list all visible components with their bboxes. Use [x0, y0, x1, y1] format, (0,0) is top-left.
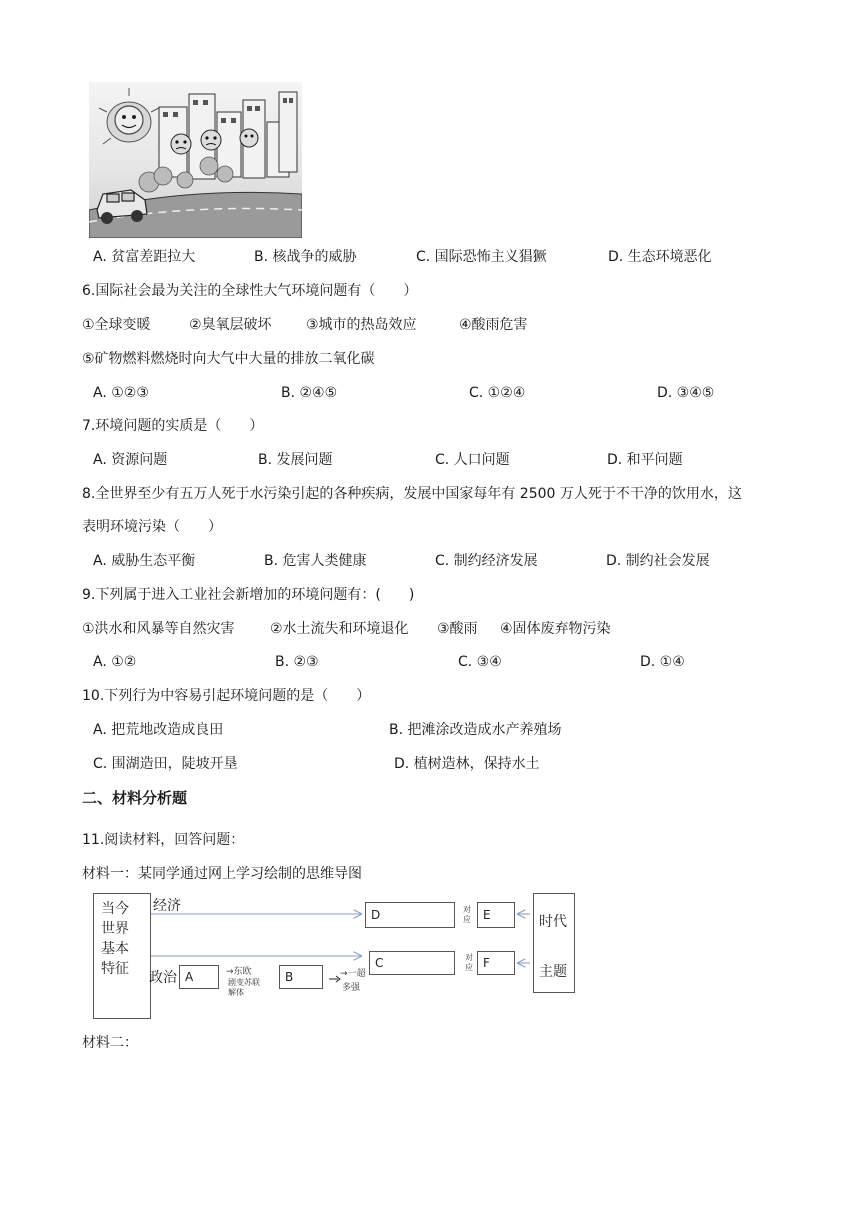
- q9-option-c[interactable]: C. ③④: [458, 654, 502, 670]
- mindmap-note-ab-2: 剧变苏联: [228, 978, 260, 987]
- q9-item-1: ①洪水和风暴等自然灾害: [82, 621, 235, 637]
- q10-option-c[interactable]: C. 围湖造田，陡坡开垦: [93, 756, 238, 772]
- q9-item-2: ②水土流失和环境退化: [270, 621, 409, 637]
- q6-option-a[interactable]: A. ①②③: [93, 385, 149, 401]
- mindmap-duiying-top-2: 应: [463, 915, 471, 924]
- q8-option-d[interactable]: D. 制约社会发展: [606, 553, 710, 569]
- mindmap-duiying-bot-2: 应: [465, 963, 473, 972]
- mindmap-root-line2: 世界: [101, 921, 129, 937]
- q7-option-c[interactable]: C. 人口问题: [435, 452, 510, 468]
- q6-stem: 6.国际社会最为关注的全球性大气环境问题有（ ）: [82, 283, 418, 299]
- mindmap-era-top: 时代: [539, 914, 567, 930]
- mindmap-note-bc-1: →一超: [340, 969, 366, 979]
- q7-stem: 7.环境问题的实质是（ ）: [82, 418, 264, 434]
- q11-material2: 材料二：: [82, 1035, 138, 1051]
- q9-item-4: ④固体废弃物污染: [500, 621, 611, 637]
- mindmap-f-label: F: [483, 956, 490, 970]
- q8-option-a[interactable]: A. 威胁生态平衡: [93, 553, 196, 569]
- mindmap-b-label: B: [285, 970, 294, 984]
- q10-option-d[interactable]: D. 植树造林，保持水土: [394, 756, 540, 772]
- q5-option-a[interactable]: A. 贫富差距拉大: [93, 249, 196, 265]
- q5-option-b[interactable]: B. 核战争的威胁: [254, 249, 357, 265]
- q11-stem: 11.阅读材料，回答问题：: [82, 832, 245, 848]
- mindmap-politics-label: 政治: [149, 970, 177, 986]
- q6-item-3: ③城市的热岛效应: [306, 317, 417, 333]
- section-title: 二、材料分析题: [82, 789, 188, 807]
- q8-stem-line1: 8.全世界至少有五万人死于水污染引起的各种疾病，发展中国家每年有 2500 万人死于不干净的饮用水，这: [82, 486, 742, 502]
- q9-option-b[interactable]: B. ②③: [275, 654, 319, 670]
- pollution-cartoon-image: [89, 82, 302, 238]
- mindmap-duiying-bot-1: 对: [465, 953, 473, 962]
- q10-stem: 10.下列行为中容易引起环境问题的是（ ）: [82, 688, 371, 704]
- mindmap-duiying-top-1: 对: [463, 905, 471, 914]
- q10-option-b[interactable]: B. 把滩涂改造成水产养殖场: [389, 722, 562, 738]
- q7-option-d[interactable]: D. 和平问题: [607, 452, 683, 468]
- q9-option-a[interactable]: A. ①②: [93, 654, 137, 670]
- q6-item-2: ②臭氧层破坏: [189, 317, 272, 333]
- mindmap-root-line1: 当今: [101, 901, 129, 917]
- q8-stem-line2: 表明环境污染（ ）: [82, 519, 222, 535]
- mindmap-note-ab-3: 解体: [228, 988, 244, 997]
- q9-item-3: ③酸雨: [437, 621, 478, 637]
- q5-option-d[interactable]: D. 生态环境恶化: [608, 249, 712, 265]
- mindmap-economy-label: 经济: [153, 898, 181, 914]
- mindmap-note-ab-1: →东欧: [226, 967, 252, 977]
- mind-map-diagram: [93, 893, 577, 1021]
- mindmap-root-line4: 特征: [101, 961, 129, 977]
- mindmap-root-line3: 基本: [101, 941, 129, 957]
- mindmap-note-bc-2: 多强: [342, 983, 361, 993]
- q8-option-c[interactable]: C. 制约经济发展: [435, 553, 538, 569]
- q6-item-5: ⑤矿物燃料燃烧时向大气中大量的排放二氧化碳: [82, 351, 375, 367]
- mindmap-e-label: E: [483, 908, 491, 922]
- q7-option-a[interactable]: A. 资源问题: [93, 452, 168, 468]
- q6-item-1: ①全球变暖: [82, 317, 151, 333]
- q7-option-b[interactable]: B. 发展问题: [258, 452, 333, 468]
- q9-stem: 9.下列属于进入工业社会新增加的环境问题有：( ): [82, 587, 415, 603]
- q11-material1: 材料一：某同学通过网上学习绘制的思维导图: [82, 866, 362, 882]
- q8-option-b[interactable]: B. 危害人类健康: [264, 553, 367, 569]
- q6-item-4: ④酸雨危害: [459, 317, 528, 333]
- q6-option-b[interactable]: B. ②④⑤: [281, 385, 338, 401]
- mindmap-d-label: D: [371, 908, 381, 922]
- q5-option-c[interactable]: C. 国际恐怖主义猖獗: [416, 249, 547, 265]
- q6-option-c[interactable]: C. ①②④: [469, 385, 526, 401]
- q9-option-d[interactable]: D. ①④: [640, 654, 685, 670]
- mindmap-c-label: C: [375, 956, 384, 970]
- mindmap-era-bottom: 主题: [539, 964, 567, 980]
- mindmap-a-label: A: [185, 970, 194, 984]
- q6-option-d[interactable]: D. ③④⑤: [657, 385, 715, 401]
- q10-option-a[interactable]: A. 把荒地改造成良田: [93, 722, 224, 738]
